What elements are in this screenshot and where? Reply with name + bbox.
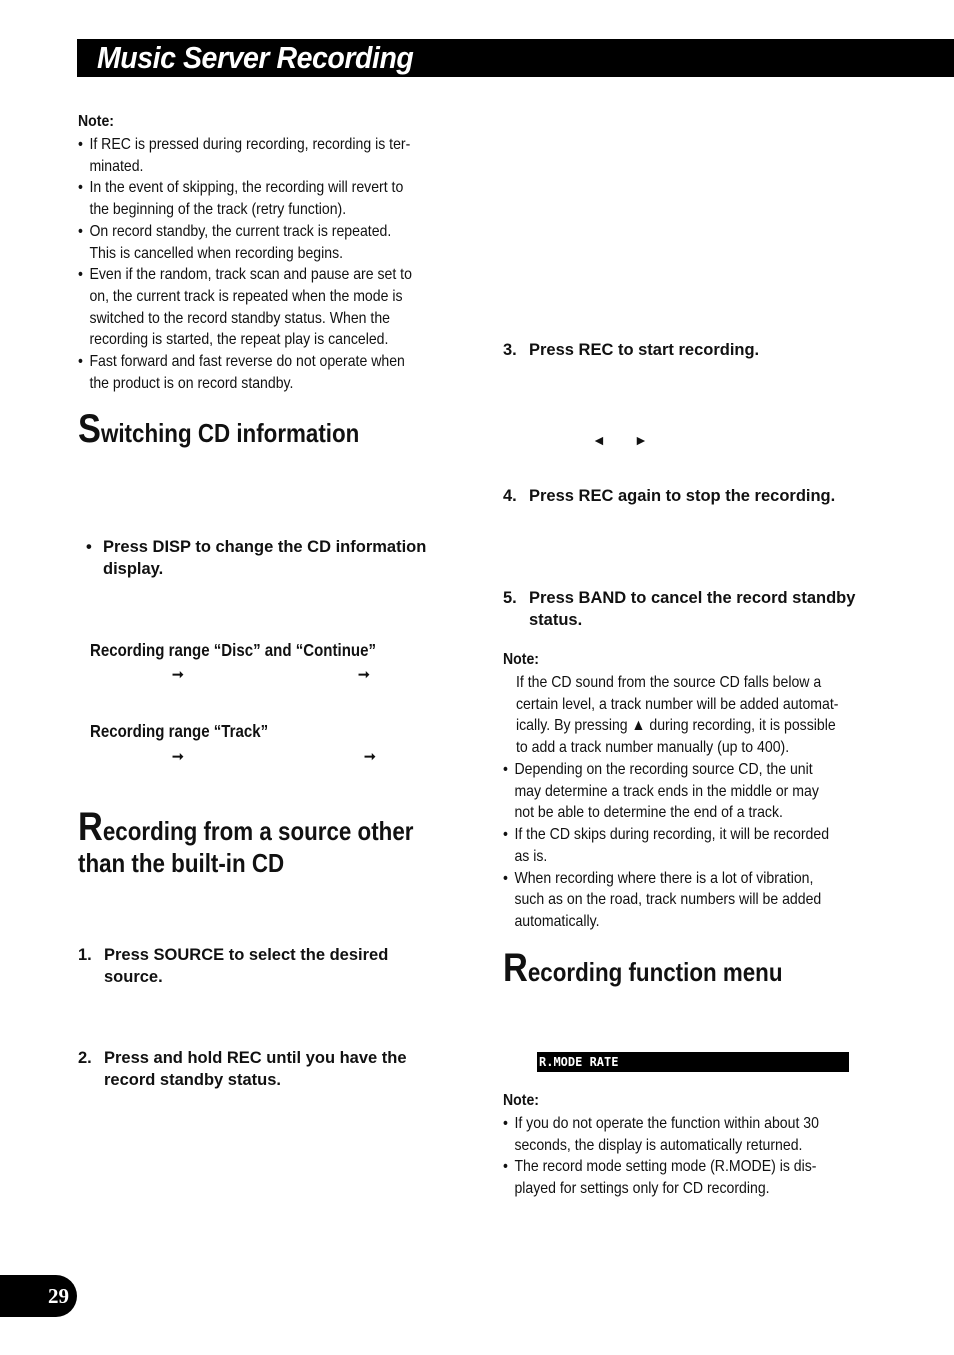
note-line: to add a track number manually (up to 400). [516, 739, 790, 757]
note-line: • When recording where there is a lot of vibration, [514, 869, 814, 887]
note-list [78, 134, 412, 394]
note-label: Note: [503, 1092, 539, 1109]
note-line: This is cancelled when recording begins. [89, 244, 344, 262]
note-line: such as on the road, track numbers will be added [514, 891, 822, 909]
note-line: • Depending on the recording source CD, the unit [514, 761, 813, 778]
page-header-bar [77, 39, 954, 77]
note-line: on, the current track is repeated when the mode is [89, 287, 403, 305]
note-line: switched to the record standby status. When the [89, 309, 390, 327]
arrow-icon: ➞ [364, 748, 376, 764]
note-item [503, 868, 829, 933]
note-line: certain level, a track number will be added automat- [516, 695, 839, 713]
arrow-icon: ➞ [358, 666, 370, 682]
note-line: • If REC is pressed during recording, recording is ter- [89, 136, 411, 153]
section-heading-function-menu: Recording function menu [503, 946, 783, 990]
note-intro [516, 672, 838, 759]
note-line: played for settings only for CD recording. [514, 1180, 770, 1198]
page-title: Music Server Recording [97, 40, 414, 75]
note-list [503, 759, 829, 933]
range-disc-continue-label: Recording range “Disc” and “Continue” [90, 640, 376, 660]
note-line: automatically. [514, 912, 600, 930]
note-item [503, 1113, 819, 1156]
page-number: 29 [0, 1275, 77, 1317]
note-item [503, 1156, 819, 1199]
note-item [78, 134, 412, 177]
note-line: • If you do not operate the function within about 30 [514, 1115, 819, 1132]
note-line: • The record mode setting mode (R.MODE) is dis- [514, 1158, 817, 1176]
note-item [503, 759, 829, 824]
arrow-icon: ➞ [172, 748, 184, 764]
note-item [503, 824, 829, 867]
note-item [78, 264, 412, 351]
note-line: • On record standby, the current track is repeated. [89, 222, 392, 240]
note-line: • If the CD skips during recording, it will be recorded [514, 826, 830, 844]
range-track-label: Recording range “Track” [90, 721, 269, 741]
note-line: • In the event of skipping, the recording will revert to [89, 179, 404, 197]
note-item [78, 177, 412, 220]
note-line: recording is started, the repeat play is canceled. [89, 331, 389, 349]
section-heading-switching: Switching CD information [78, 407, 360, 451]
note-label: Note: [503, 651, 539, 668]
note-line: may determine a track ends in the middle or may [514, 782, 819, 800]
note-line: minated. [89, 157, 144, 175]
right-arrow-icon: ► [634, 432, 648, 448]
note-line: • Fast forward and fast reverse do not operate when [89, 353, 405, 371]
note-item [78, 351, 412, 394]
left-arrow-icon: ◄ [592, 432, 606, 448]
note-line: ically. By pressing ▲ during recording, it is possible [516, 717, 836, 735]
section-heading-recording-source: Recording from a source other [78, 805, 414, 849]
lcd-display: R.MODE RATE [537, 1052, 849, 1072]
note-list [503, 1113, 819, 1200]
note-line: • Even if the random, track scan and pause are set to [89, 266, 412, 284]
note-line: not be able to determine the end of a track. [514, 804, 783, 822]
note-label: Note: [78, 113, 114, 130]
note-line: seconds, the display is automatically returned. [514, 1136, 803, 1154]
arrow-icon: ➞ [172, 666, 184, 682]
note-item [78, 221, 412, 264]
note-line: as is. [514, 847, 548, 865]
section-heading-recording-source-line2: than the built-in CD [78, 848, 285, 878]
note-line: If the CD sound from the source CD falls below a [516, 674, 822, 691]
note-line: the product is on record standby. [89, 374, 294, 392]
note-line: the beginning of the track (retry function). [89, 201, 347, 219]
